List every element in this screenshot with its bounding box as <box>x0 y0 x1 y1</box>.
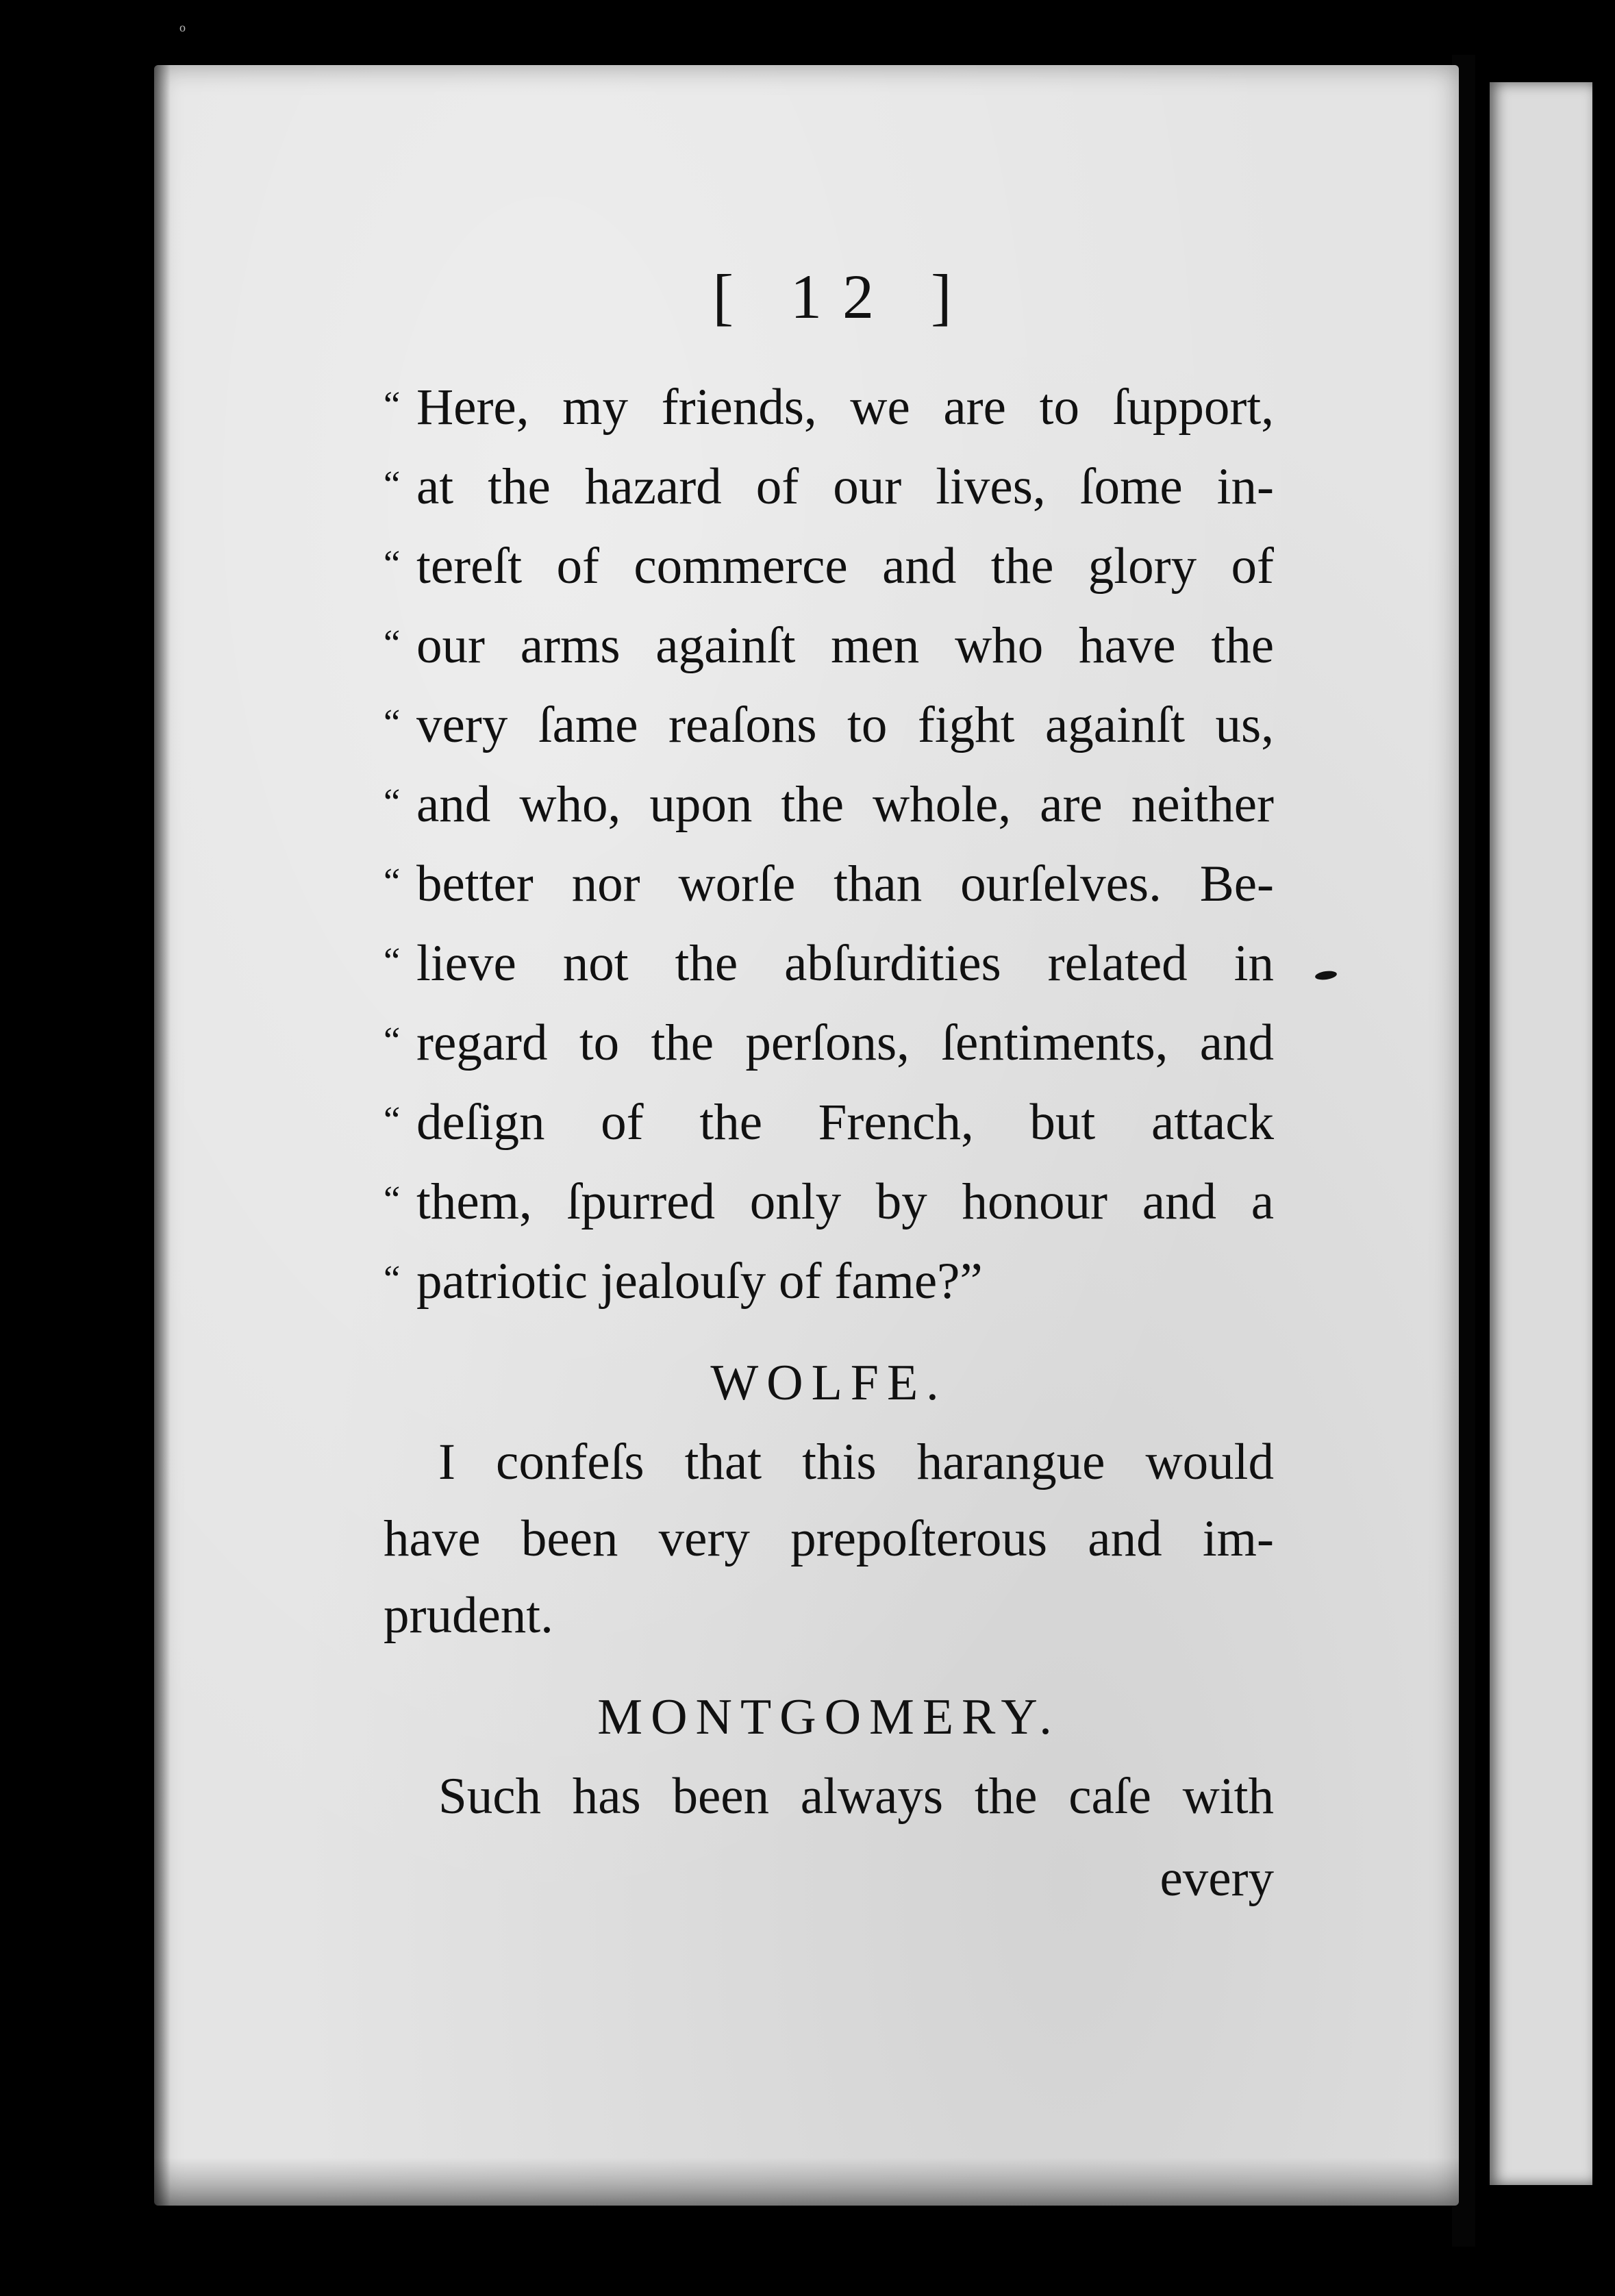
page-shadow-bottom <box>154 2158 1459 2206</box>
montgomery-speech <box>384 1758 1274 1835</box>
speech-line: “ lieve not the abſurdities related in <box>384 923 1274 1002</box>
quote-mark: “ <box>384 1178 401 1220</box>
prose-line: I confeſs that this harangue would <box>438 1434 1274 1490</box>
prose-line: prudent. <box>384 1587 553 1644</box>
quote-mark: “ <box>384 384 401 425</box>
scan-corner-mark: o <box>179 21 186 34</box>
speech-line: “ very ſame reaſons to fight againſt us, <box>384 684 1274 764</box>
prose-line: have been very prepoſterous and im- <box>384 1510 1274 1567</box>
quoted-speech <box>384 366 1274 1320</box>
quote-mark: “ <box>384 940 401 982</box>
quote-mark: “ <box>384 622 401 664</box>
page-number: [ 12 ] <box>712 262 973 332</box>
wolfe-speech <box>384 1424 1274 1654</box>
prose-line: Such has been always the caſe with <box>438 1768 1274 1825</box>
quote-mark: “ <box>384 1258 401 1299</box>
quote-mark: “ <box>384 542 401 584</box>
quote-mark: “ <box>384 1099 401 1140</box>
quote-mark: “ <box>384 860 401 902</box>
speech-line: “ our arms againſt men who have the <box>384 605 1274 684</box>
quote-mark: “ <box>384 463 401 505</box>
quote-mark: “ <box>384 701 401 743</box>
speaker-heading-montgomery: MONTGOMERY. <box>597 1689 1060 1745</box>
speech-line: “ tereſt of commerce and the glory of <box>384 525 1274 605</box>
speech-line: “ patriotic jealouſy of fame?” <box>384 1240 1274 1320</box>
speech-line: “ and who, upon the whole, are neither <box>384 764 1274 843</box>
page-shadow-left <box>154 65 171 2206</box>
catchword: every <box>1160 1850 1274 1907</box>
speech-line: “ deſign of the French, but attack <box>384 1082 1274 1161</box>
speech-line: “ regard to the perſons, ſentiments, and <box>384 1002 1274 1082</box>
quote-mark: “ <box>384 781 401 823</box>
speech-line: “ at the hazard of our lives, ſome in- <box>384 446 1274 525</box>
page-text <box>384 366 1274 1917</box>
quote-mark: “ <box>384 1019 401 1061</box>
facing-page-edge <box>1490 82 1592 2185</box>
speech-line: “ Here, my friends, we are to ſupport, <box>384 366 1274 446</box>
speech-line: “ them, ſpurred only by honour and a <box>384 1161 1274 1240</box>
speech-line: “ better nor worſe than ourſelves. Be- <box>384 843 1274 923</box>
speaker-heading-wolfe: WOLFE. <box>710 1355 947 1411</box>
